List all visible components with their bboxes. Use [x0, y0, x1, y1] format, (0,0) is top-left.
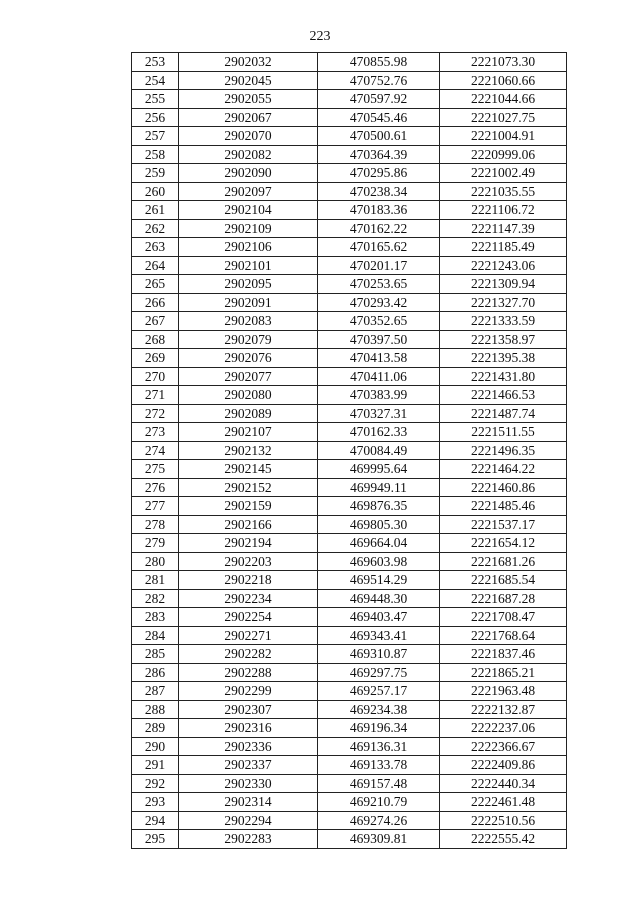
row-index-cell: 264	[132, 256, 179, 275]
point-code-cell: 2902330	[179, 774, 318, 793]
point-code-cell: 2902145	[179, 460, 318, 479]
row-index-cell: 280	[132, 552, 179, 571]
point-code-cell: 2902070	[179, 127, 318, 146]
row-index-cell: 277	[132, 497, 179, 516]
point-code-cell: 2902316	[179, 719, 318, 738]
table-row	[132, 626, 567, 645]
x-coordinate-cell: 470165.62	[318, 238, 440, 257]
table-row	[132, 756, 567, 775]
row-index-cell: 265	[132, 275, 179, 294]
row-index-cell: 270	[132, 367, 179, 386]
row-index-cell: 293	[132, 793, 179, 812]
table-row	[132, 460, 567, 479]
row-index-cell: 291	[132, 756, 179, 775]
table-row	[132, 774, 567, 793]
x-coordinate-cell: 469210.79	[318, 793, 440, 812]
y-coordinate-cell: 2221106.72	[440, 201, 567, 220]
x-coordinate-cell: 470352.65	[318, 312, 440, 331]
y-coordinate-cell: 2221687.28	[440, 589, 567, 608]
x-coordinate-cell: 470293.42	[318, 293, 440, 312]
table-row	[132, 534, 567, 553]
table-row	[132, 219, 567, 238]
row-index-cell: 292	[132, 774, 179, 793]
point-code-cell: 2902032	[179, 53, 318, 72]
y-coordinate-cell: 2221865.21	[440, 663, 567, 682]
point-code-cell: 2902089	[179, 404, 318, 423]
x-coordinate-cell: 469297.75	[318, 663, 440, 682]
x-coordinate-cell: 469196.34	[318, 719, 440, 738]
table-row	[132, 164, 567, 183]
table-row	[132, 182, 567, 201]
row-index-cell: 259	[132, 164, 179, 183]
y-coordinate-cell: 2221487.74	[440, 404, 567, 423]
point-code-cell: 2902218	[179, 571, 318, 590]
point-code-cell: 2902104	[179, 201, 318, 220]
table-row	[132, 238, 567, 257]
y-coordinate-cell: 2222555.42	[440, 830, 567, 849]
row-index-cell: 256	[132, 108, 179, 127]
x-coordinate-cell: 469949.11	[318, 478, 440, 497]
table-row	[132, 201, 567, 220]
y-coordinate-cell: 2221004.91	[440, 127, 567, 146]
x-coordinate-cell: 470413.58	[318, 349, 440, 368]
row-index-cell: 274	[132, 441, 179, 460]
x-coordinate-cell: 470364.39	[318, 145, 440, 164]
y-coordinate-cell: 2221654.12	[440, 534, 567, 553]
page-number: 223	[309, 29, 331, 44]
x-coordinate-cell: 469157.48	[318, 774, 440, 793]
x-coordinate-cell: 470162.22	[318, 219, 440, 238]
table-row	[132, 367, 567, 386]
point-code-cell: 2902234	[179, 589, 318, 608]
y-coordinate-cell: 2222461.48	[440, 793, 567, 812]
x-coordinate-cell: 469995.64	[318, 460, 440, 479]
row-index-cell: 295	[132, 830, 179, 849]
x-coordinate-cell: 469234.38	[318, 700, 440, 719]
point-code-cell: 2902283	[179, 830, 318, 849]
y-coordinate-cell: 2221460.86	[440, 478, 567, 497]
point-code-cell: 2902254	[179, 608, 318, 627]
table-row	[132, 552, 567, 571]
point-code-cell: 2902132	[179, 441, 318, 460]
table-row	[132, 478, 567, 497]
point-code-cell: 2902077	[179, 367, 318, 386]
x-coordinate-cell: 470500.61	[318, 127, 440, 146]
row-index-cell: 279	[132, 534, 179, 553]
row-index-cell: 294	[132, 811, 179, 830]
point-code-cell: 2902314	[179, 793, 318, 812]
y-coordinate-cell: 2220999.06	[440, 145, 567, 164]
y-coordinate-cell: 2221485.46	[440, 497, 567, 516]
row-index-cell: 281	[132, 571, 179, 590]
y-coordinate-cell: 2222510.56	[440, 811, 567, 830]
table-row	[132, 793, 567, 812]
table-row	[132, 700, 567, 719]
point-code-cell: 2902194	[179, 534, 318, 553]
x-coordinate-cell: 469343.41	[318, 626, 440, 645]
x-coordinate-cell: 469274.26	[318, 811, 440, 830]
row-index-cell: 269	[132, 349, 179, 368]
x-coordinate-cell: 470855.98	[318, 53, 440, 72]
x-coordinate-cell: 469876.35	[318, 497, 440, 516]
y-coordinate-cell: 2221681.26	[440, 552, 567, 571]
table-row	[132, 71, 567, 90]
table-row	[132, 90, 567, 109]
table-row	[132, 441, 567, 460]
y-coordinate-cell: 2222366.67	[440, 737, 567, 756]
row-index-cell: 288	[132, 700, 179, 719]
point-code-cell: 2902083	[179, 312, 318, 331]
y-coordinate-cell: 2221327.70	[440, 293, 567, 312]
x-coordinate-cell: 470162.33	[318, 423, 440, 442]
y-coordinate-cell: 2221963.48	[440, 682, 567, 701]
x-coordinate-cell: 470545.46	[318, 108, 440, 127]
point-code-cell: 2902288	[179, 663, 318, 682]
y-coordinate-cell: 2222440.34	[440, 774, 567, 793]
row-index-cell: 276	[132, 478, 179, 497]
row-index-cell: 275	[132, 460, 179, 479]
x-coordinate-cell: 469136.31	[318, 737, 440, 756]
table-row	[132, 719, 567, 738]
row-index-cell: 262	[132, 219, 179, 238]
point-code-cell: 2902045	[179, 71, 318, 90]
y-coordinate-cell: 2221073.30	[440, 53, 567, 72]
row-index-cell: 253	[132, 53, 179, 72]
row-index-cell: 260	[132, 182, 179, 201]
y-coordinate-cell: 2221243.06	[440, 256, 567, 275]
point-code-cell: 2902107	[179, 423, 318, 442]
y-coordinate-cell: 2222132.87	[440, 700, 567, 719]
point-code-cell: 2902166	[179, 515, 318, 534]
y-coordinate-cell: 2221431.80	[440, 367, 567, 386]
row-index-cell: 257	[132, 127, 179, 146]
table-row	[132, 589, 567, 608]
point-code-cell: 2902159	[179, 497, 318, 516]
x-coordinate-cell: 469403.47	[318, 608, 440, 627]
row-index-cell: 266	[132, 293, 179, 312]
point-code-cell: 2902106	[179, 238, 318, 257]
y-coordinate-cell: 2222409.86	[440, 756, 567, 775]
x-coordinate-cell: 469310.87	[318, 645, 440, 664]
x-coordinate-cell: 470397.50	[318, 330, 440, 349]
x-coordinate-cell: 469603.98	[318, 552, 440, 571]
row-index-cell: 268	[132, 330, 179, 349]
table-row	[132, 737, 567, 756]
table-row	[132, 423, 567, 442]
point-code-cell: 2902097	[179, 182, 318, 201]
row-index-cell: 287	[132, 682, 179, 701]
table-row	[132, 404, 567, 423]
row-index-cell: 278	[132, 515, 179, 534]
point-code-cell: 2902337	[179, 756, 318, 775]
x-coordinate-cell: 470383.99	[318, 386, 440, 405]
point-code-cell: 2902067	[179, 108, 318, 127]
y-coordinate-cell: 2221027.75	[440, 108, 567, 127]
row-index-cell: 272	[132, 404, 179, 423]
table-row	[132, 645, 567, 664]
table-row	[132, 497, 567, 516]
y-coordinate-cell: 2221333.59	[440, 312, 567, 331]
x-coordinate-cell: 470597.92	[318, 90, 440, 109]
row-index-cell: 258	[132, 145, 179, 164]
point-code-cell: 2902079	[179, 330, 318, 349]
table-row	[132, 256, 567, 275]
point-code-cell: 2902095	[179, 275, 318, 294]
x-coordinate-cell: 470201.17	[318, 256, 440, 275]
table-row	[132, 293, 567, 312]
point-code-cell: 2902152	[179, 478, 318, 497]
row-index-cell: 286	[132, 663, 179, 682]
point-code-cell: 2902336	[179, 737, 318, 756]
row-index-cell: 290	[132, 737, 179, 756]
coordinates-table	[131, 52, 567, 849]
table-row	[132, 145, 567, 164]
point-code-cell: 2902082	[179, 145, 318, 164]
table-row	[132, 349, 567, 368]
point-code-cell: 2902282	[179, 645, 318, 664]
table-row	[132, 330, 567, 349]
row-index-cell: 283	[132, 608, 179, 627]
y-coordinate-cell: 2221496.35	[440, 441, 567, 460]
point-code-cell: 2902076	[179, 349, 318, 368]
x-coordinate-cell: 469257.17	[318, 682, 440, 701]
x-coordinate-cell: 469514.29	[318, 571, 440, 590]
x-coordinate-cell: 470327.31	[318, 404, 440, 423]
row-index-cell: 273	[132, 423, 179, 442]
point-code-cell: 2902090	[179, 164, 318, 183]
x-coordinate-cell: 470253.65	[318, 275, 440, 294]
y-coordinate-cell: 2221309.94	[440, 275, 567, 294]
coordinates-table-body	[132, 53, 567, 849]
x-coordinate-cell: 470238.34	[318, 182, 440, 201]
y-coordinate-cell: 2221147.39	[440, 219, 567, 238]
row-index-cell: 261	[132, 201, 179, 220]
y-coordinate-cell: 2221060.66	[440, 71, 567, 90]
y-coordinate-cell: 2221466.53	[440, 386, 567, 405]
x-coordinate-cell: 469664.04	[318, 534, 440, 553]
x-coordinate-cell: 469133.78	[318, 756, 440, 775]
point-code-cell: 2902299	[179, 682, 318, 701]
y-coordinate-cell: 2221511.55	[440, 423, 567, 442]
x-coordinate-cell: 469805.30	[318, 515, 440, 534]
x-coordinate-cell: 470084.49	[318, 441, 440, 460]
table-row	[132, 663, 567, 682]
point-code-cell: 2902101	[179, 256, 318, 275]
y-coordinate-cell: 2222237.06	[440, 719, 567, 738]
table-row	[132, 53, 567, 72]
row-index-cell: 289	[132, 719, 179, 738]
row-index-cell: 254	[132, 71, 179, 90]
y-coordinate-cell: 2221395.38	[440, 349, 567, 368]
y-coordinate-cell: 2221464.22	[440, 460, 567, 479]
table-row	[132, 386, 567, 405]
y-coordinate-cell: 2221002.49	[440, 164, 567, 183]
table-row	[132, 811, 567, 830]
y-coordinate-cell: 2221185.49	[440, 238, 567, 257]
x-coordinate-cell: 470411.06	[318, 367, 440, 386]
point-code-cell: 2902294	[179, 811, 318, 830]
table-row	[132, 312, 567, 331]
point-code-cell: 2902203	[179, 552, 318, 571]
row-index-cell: 285	[132, 645, 179, 664]
point-code-cell: 2902091	[179, 293, 318, 312]
table-row	[132, 127, 567, 146]
y-coordinate-cell: 2221685.54	[440, 571, 567, 590]
row-index-cell: 255	[132, 90, 179, 109]
x-coordinate-cell: 470183.36	[318, 201, 440, 220]
y-coordinate-cell: 2221837.46	[440, 645, 567, 664]
table-row	[132, 608, 567, 627]
y-coordinate-cell: 2221708.47	[440, 608, 567, 627]
row-index-cell: 284	[132, 626, 179, 645]
y-coordinate-cell: 2221044.66	[440, 90, 567, 109]
y-coordinate-cell: 2221035.55	[440, 182, 567, 201]
x-coordinate-cell: 470752.76	[318, 71, 440, 90]
row-index-cell: 263	[132, 238, 179, 257]
row-index-cell: 267	[132, 312, 179, 331]
point-code-cell: 2902109	[179, 219, 318, 238]
table-row	[132, 571, 567, 590]
point-code-cell: 2902271	[179, 626, 318, 645]
table-row	[132, 682, 567, 701]
x-coordinate-cell: 470295.86	[318, 164, 440, 183]
point-code-cell: 2902307	[179, 700, 318, 719]
table-row	[132, 275, 567, 294]
table-row	[132, 515, 567, 534]
table-row	[132, 830, 567, 849]
row-index-cell: 282	[132, 589, 179, 608]
point-code-cell: 2902055	[179, 90, 318, 109]
y-coordinate-cell: 2221537.17	[440, 515, 567, 534]
point-code-cell: 2902080	[179, 386, 318, 405]
row-index-cell: 271	[132, 386, 179, 405]
x-coordinate-cell: 469448.30	[318, 589, 440, 608]
x-coordinate-cell: 469309.81	[318, 830, 440, 849]
y-coordinate-cell: 2221358.97	[440, 330, 567, 349]
y-coordinate-cell: 2221768.64	[440, 626, 567, 645]
table-row	[132, 108, 567, 127]
